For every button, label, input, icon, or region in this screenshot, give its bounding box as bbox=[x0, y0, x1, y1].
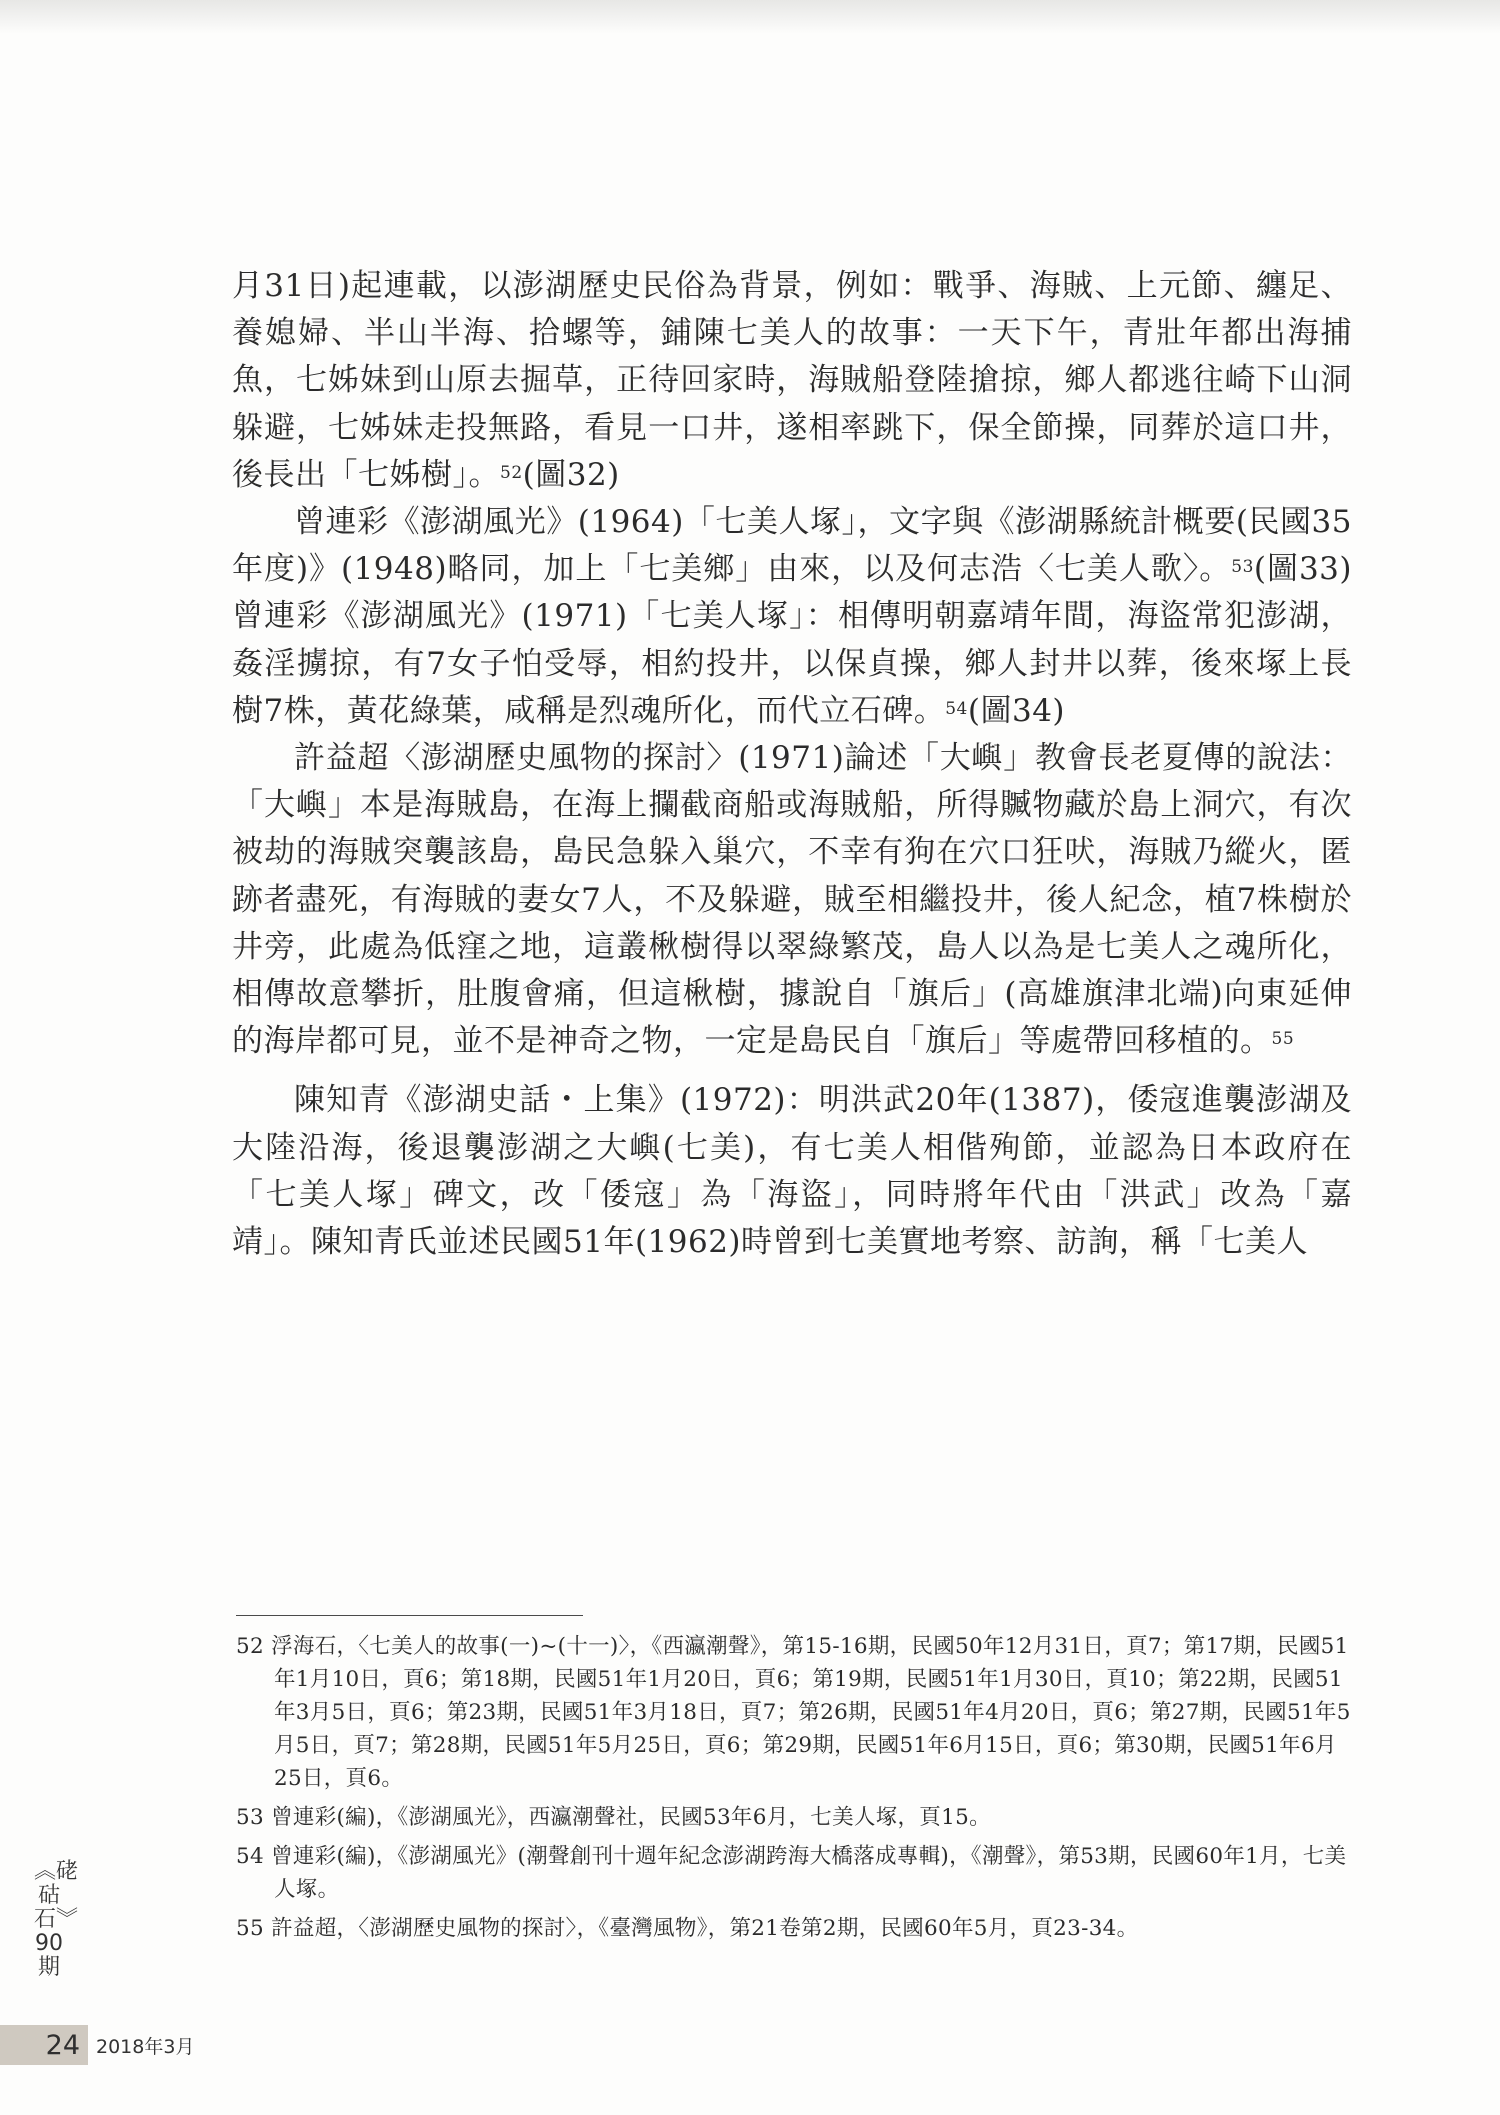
paragraph-2: 曾連彩《澎湖風光》(1964)「七美人塚」，文字與《澎湖縣統計概要(民國35年度)》(1948)略同，加上「七美鄉」由來，以及何志浩〈七美人歌〉。$^{53}$(圖33) 曾連彩《澎湖風光》(1971)「七美人塚」：相傳明朝嘉靖年間，海盜常犯澎湖，姦淫擄掠，有7女子怕受辱，相約投井，以保貞操，鄉人封井以葬，後來塚上長樹7株，黃花綠葉，咸稱是烈魂所化，而代立石碑。$^{54}$(圖34) bbox=[232, 504, 1352, 729]
scan-top-band bbox=[0, 0, 1500, 34]
paragraph-3: 許益超〈澎湖歷史風物的探討〉(1971)論述「大嶼」教會長老夏傳的說法：「大嶼」本是海賊島，在海上攔截商船或海賊船，所得贓物藏於島上洞穴，有次被劫的海賊突襲該島，島民急躲入巢穴，不幸有狗在穴口狂吠，海賊乃縱火，匿跡者盡死，有海賊的妻女7人，不及躲避，賊至相繼投井，後人紀念，植7株樹於井旁，此處為低窪之地，這叢楸樹得以翠綠繁茂，島人以為是七美人之魂所化，相傳故意攀折，肚腹會痛，但這楸樹，據說自「旗后」(高雄旗津北端)向東延伸的海岸都可見，並不是神奇之物，一定是島民自「旗后」等處帶回移植的。$^{55}$ bbox=[232, 740, 1352, 1060]
footnote-53: 53 曾連彩(編)，《澎湖風光》，西瀛潮聲社，民國53年6月，七美人塚，頁15。 bbox=[236, 1805, 991, 1830]
main-body-text bbox=[232, 263, 1352, 1266]
footnote-ref-55[interactable]: 55 bbox=[1271, 1029, 1295, 1050]
footnote-ref-54[interactable]: 54 bbox=[945, 698, 968, 719]
footnote-52: 52 浮海石，〈七美人的故事(一)~(十一)〉，《西瀛潮聲》，第15-16期，民國50年12月31日，頁7；第17期，民國51年1月10日，頁6；第18期，民國51年1月20日，頁6；第19期，民國51年1月30日，頁10；第22期，民國51年3月5日，頁6；第23期，民國51年3月18日，頁7；第26期，民國51年4月20日，頁6；第27期，民國51年5月5日，頁7；第28期，民國51年5月25日，頁6；第29期，民國51年6月15日，頁6；第30期，民國51年6月25日，頁6。 bbox=[236, 1634, 1351, 1791]
footnote-ref-52[interactable]: 52 bbox=[500, 462, 523, 483]
footnote-ref-53[interactable]: 53 bbox=[1231, 557, 1254, 578]
issue-date: 2018年3月 bbox=[96, 2035, 195, 2058]
footnote-54: 54 曾連彩(編)，《澎湖風光》(潮聲創刊十週年紀念澎湖跨海大橋落成專輯)，《潮聲》，第53期，民國60年1月，七美人塚。 bbox=[236, 1844, 1347, 1902]
footnote-55: 55 許益超，〈澎湖歷史風物的探討〉，《臺灣風物》，第21卷第2期，民國60年5月，頁23-34。 bbox=[236, 1916, 1139, 1941]
paragraph-4: 陳知青《澎湖史話・上集》(1972)：明洪武20年(1387)，倭寇進襲澎湖及大陸沿海，後退襲澎湖之大嶼(七美)，有七美人相偕殉節，並認為日本政府在「七美人塚」碑文，改「倭寇」為「海盜」，同時將年代由「洪武」改為「嘉靖」。陳知青氏並述民國51年(1962)時曾到七美實地考察、訪詢，稱「七美人 bbox=[232, 1082, 1352, 1261]
page-number: 24 bbox=[0, 2025, 88, 2065]
footnotes bbox=[236, 1630, 1356, 1945]
journal-issue-label: ︽硓𥑮石︾ 90 期 bbox=[34, 1859, 79, 1980]
footnote-divider bbox=[236, 1615, 583, 1616]
paragraph-1: 月31日)起連載，以澎湖歷史民俗為背景，例如：戰爭、海賊、上元節、纏足、養媳婦、半山半海、拾螺等，鋪陳七美人的故事：一天下午，青壯年都出海捕魚，七姊妹到山原去掘草，正待回家時，海賊船登陸搶掠，鄉人都逃往崎下山洞躲避，七姊妹走投無路，看見一口井，遂相率跳下，保全節操，同葬於這口井，後長出「七姊樹」。$^{52}$(圖32) bbox=[232, 268, 1352, 493]
folio bbox=[0, 2025, 194, 2065]
